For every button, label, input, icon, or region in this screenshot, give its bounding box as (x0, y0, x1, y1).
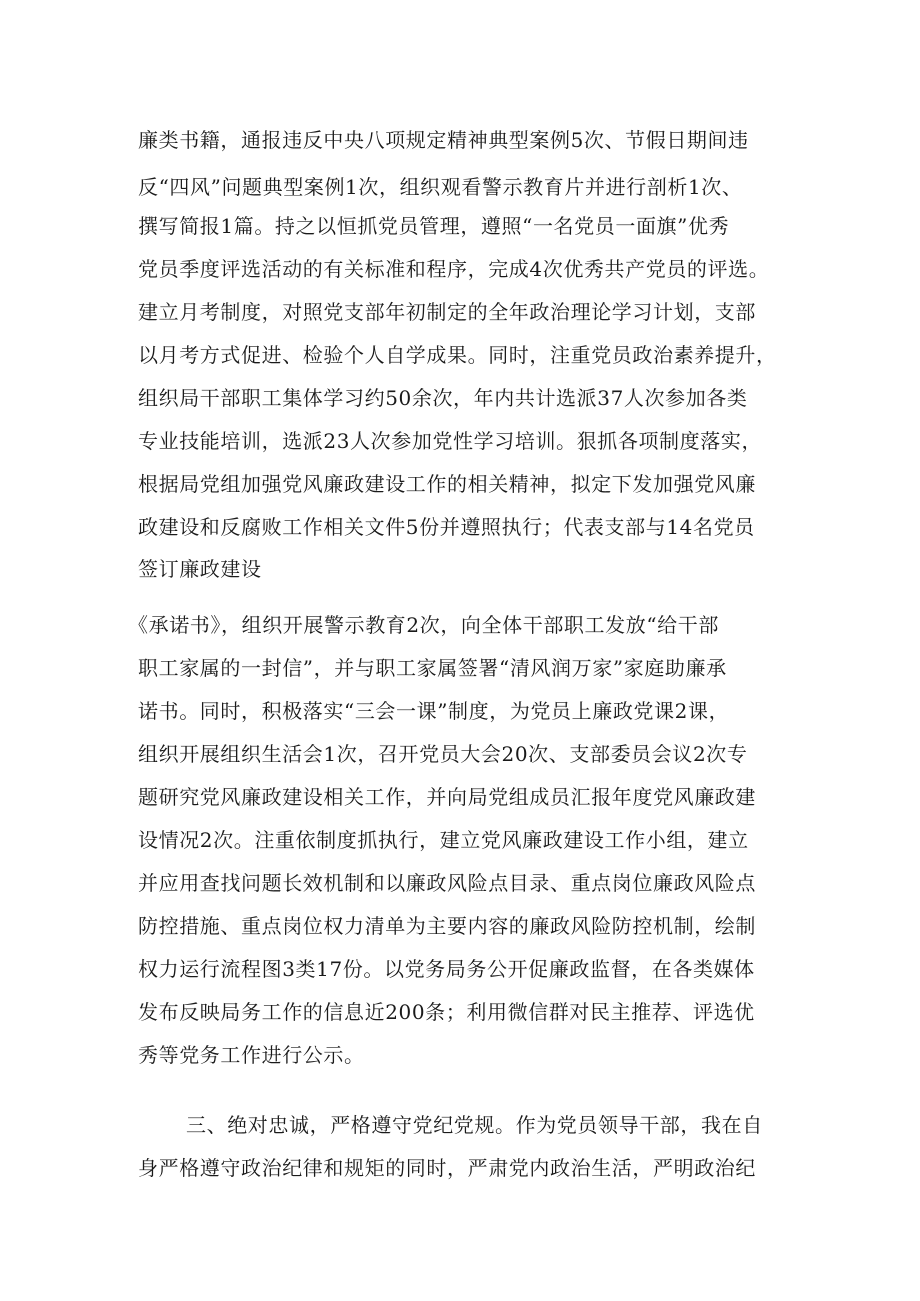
text-line: 反“四风”问题典型案例1次，组织观看警示教育片并进行剖析1次、 (138, 175, 743, 199)
text-line: 并应用查找问题长效机制和以廉政风险点目录、重点岗位廉政风险点 (138, 871, 756, 895)
text-line: 职工家属的一封信”，并与职工家属签署“清风润万家”家庭助廉承 (138, 656, 727, 680)
text-line: 政建设和反腐败工作相关文件5份并遵照执行；代表支部与14名党员 (138, 515, 755, 539)
text-line: 身严格遵守政治纪律和规矩的同时，严肃党内政治生活，严明政治纪 (138, 1156, 756, 1180)
text-line: 组织局干部职工集体学习约50余次，年内共计选派37人次参加各类 (138, 386, 748, 410)
section-heading-line: 三、绝对忠诚，严格遵守党纪党规。作为党员领导干部，我在自 (186, 1113, 763, 1137)
text-line: 组织开展组织生活会1次，召开党员大会20次、支部委员会议2次专 (138, 742, 748, 766)
text-line: 以月考方式促进、检验个人自学成果。同时，注重党员政治素养提升， (138, 343, 777, 367)
text-line: 设情况2次。注重依制度抓执行，建立党风廉政建设工作小组，建立 (138, 828, 749, 852)
text-line: 廉类书籍，通报违反中央八项规定精神典型案例5次、节假日期间违 (138, 128, 749, 152)
text-line: 题研究党风廉政建设相关工作，并向局党组成员汇报年度党风廉政建 (138, 785, 756, 809)
text-line: 权力运行流程图3类17份。以党务局务公开促廉政监督，在各类媒体 (138, 957, 755, 981)
text-line: 秀等党务工作进行公示。 (138, 1043, 365, 1067)
text-line: 专业技能培训，选派23人次参加党性学习培训。狠抓各项制度落实， (138, 429, 763, 453)
text-line: 《承诺书》，组织开展警示教育2次，向全体干部职工发放“给干部 (128, 613, 719, 637)
text-line: 发布反映局务工作的信息近200条；利用微信群对民主推荐、评选优 (138, 1000, 755, 1024)
text-line: 建立月考制度，对照党支部年初制定的全年政治理论学习计划，支部 (138, 300, 756, 324)
text-line: 防控措施、重点岗位权力清单为主要内容的廉政风险防控机制，绘制 (138, 914, 756, 938)
text-line: 撰写简报1篇。持之以恒抓党员管理，遵照“一名党员一面旗”优秀 (138, 214, 730, 238)
text-line: 党员季度评选活动的有关标准和程序，完成4次优秀共产党员的评选。 (138, 257, 770, 281)
text-line: 根据局党组加强党风廉政建设工作的相关精神，拟定下发加强党风廉 (138, 472, 756, 496)
text-line: 签订廉政建设 (138, 557, 262, 581)
text-line: 诺书。同时，积极落实“三会一课”制度，为党员上廉政党课2课， (138, 699, 730, 723)
